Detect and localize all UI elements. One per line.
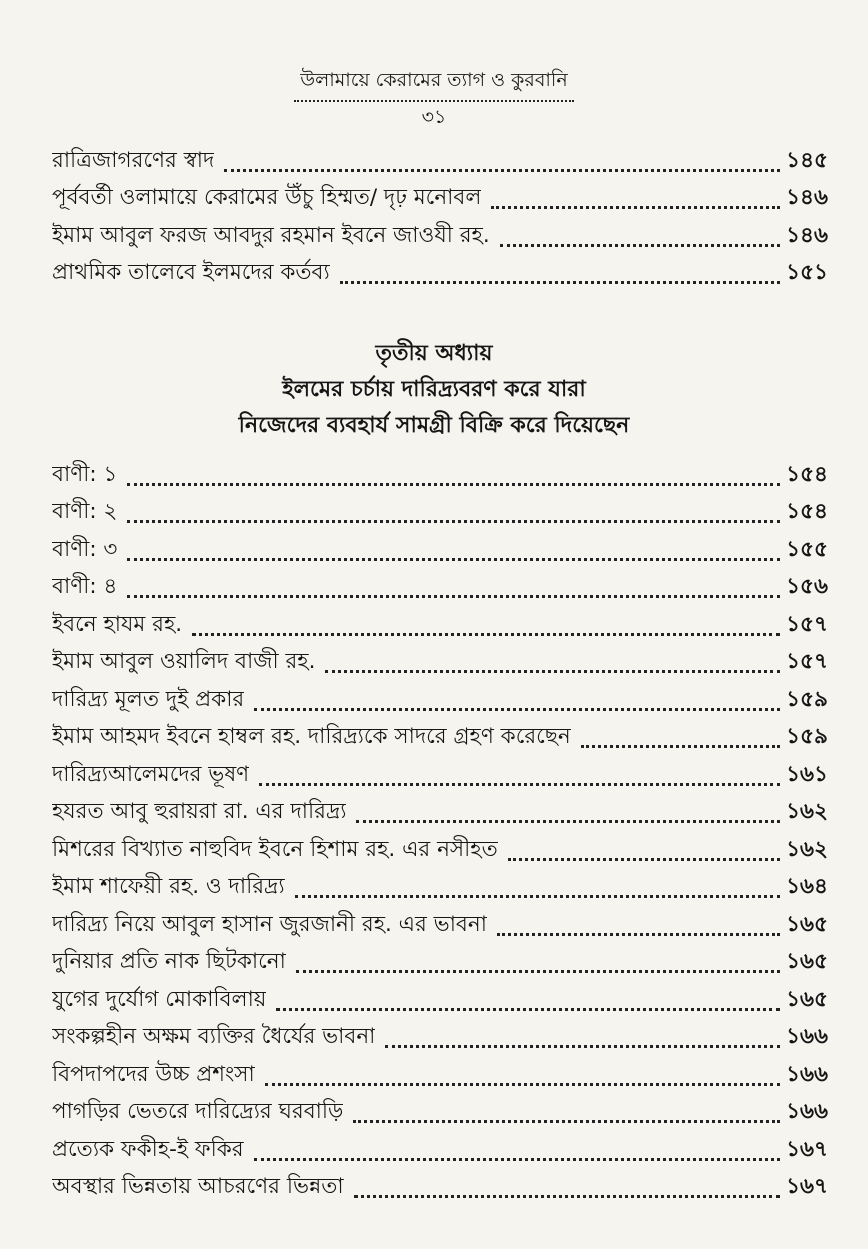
toc-entry-title: বিপদাপদের উচ্চ প্রশংসা bbox=[52, 1061, 255, 1087]
chapter-label: তৃতীয় অধ্যায় bbox=[375, 341, 493, 366]
toc-entry-page: ১৬৬ bbox=[786, 1024, 828, 1049]
toc-entry bbox=[52, 255, 828, 293]
toc-entry-title: যুগের দুর্যোগ মোকাবিলায় bbox=[52, 986, 267, 1012]
dot-leader bbox=[508, 858, 780, 861]
toc-entry-page: ১৬৫ bbox=[786, 986, 828, 1012]
toc-entry bbox=[52, 719, 828, 757]
toc-entry bbox=[52, 456, 828, 494]
toc-entry-title: দুনিয়ার প্রতি নাক ছিটকানো bbox=[52, 949, 286, 974]
dot-leader bbox=[491, 206, 780, 209]
toc-entry bbox=[52, 1019, 828, 1057]
toc-entry bbox=[52, 531, 828, 569]
toc-entry-title: ইমাম আবুল ফরজ আবদুর রহমান ইবনে জাওযী রহ. bbox=[52, 222, 490, 248]
dot-leader bbox=[354, 1195, 780, 1198]
dot-leader bbox=[581, 745, 780, 748]
toc-entry-page: ১৬৫ bbox=[786, 949, 828, 974]
toc-entry-page: ১৬৬ bbox=[786, 1061, 828, 1087]
toc-entry-title: ইবনে হাযম রহ. bbox=[52, 611, 183, 637]
toc-entry-title: বাণী: ২ bbox=[52, 499, 118, 524]
toc-entry-title: বাণী: ৩ bbox=[52, 536, 118, 562]
toc-entry-page: ১৪৫ bbox=[786, 147, 828, 173]
page-number: ৩১ bbox=[421, 106, 447, 128]
toc-entry bbox=[52, 869, 828, 907]
toc-entry bbox=[52, 944, 828, 982]
toc-entry-title: হযরত আবু হুরায়রা রা. এর দারিদ্র্য bbox=[52, 799, 347, 824]
toc-entry-title: রাত্রিজাগরণের স্বাদ bbox=[52, 147, 215, 173]
toc-entry bbox=[52, 644, 828, 682]
toc-entry-page: ১৬৭ bbox=[786, 1174, 828, 1199]
toc-entry bbox=[52, 794, 828, 832]
toc-entry-page: ১৫৬ bbox=[786, 574, 828, 599]
toc-entry bbox=[52, 494, 828, 532]
running-header bbox=[0, 66, 868, 102]
toc-entry bbox=[52, 1056, 828, 1094]
dot-leader bbox=[224, 169, 780, 172]
dot-leader bbox=[325, 670, 780, 673]
dot-leader bbox=[127, 483, 780, 486]
toc-entry-title: প্রত্যেক ফকীহ-ই ফকির bbox=[52, 1136, 244, 1162]
toc-entry-title: বাণী: ৪ bbox=[52, 574, 118, 599]
chapter-heading bbox=[0, 336, 868, 444]
toc-entry-page: ১৫৯ bbox=[786, 724, 828, 749]
toc-entry-page: ১৫৭ bbox=[786, 649, 828, 674]
dot-leader bbox=[276, 1008, 780, 1011]
running-title: উলামায়ে কেরামের ত্যাগ ও কুরবানি bbox=[294, 66, 573, 102]
toc-entry bbox=[52, 1169, 828, 1207]
toc-entry-title: পূর্ববর্তী ওলামায়ে কেরামের উঁচু হিম্মত/ দৃঢ় মনোবল bbox=[52, 185, 482, 210]
toc-entry bbox=[52, 569, 828, 607]
toc-entry-page: ১৪৬ bbox=[786, 185, 828, 210]
toc-entry-page: ১৪৬ bbox=[786, 222, 828, 248]
toc-section-chapter bbox=[52, 456, 828, 1206]
toc-entry-title: সংকল্পহীন অক্ষম ব্যক্তির ধৈর্যের ভাবনা bbox=[52, 1024, 376, 1049]
toc-entry-title: প্রাথমিক তালেবে ইলমদের কর্তব্য bbox=[52, 260, 330, 285]
toc-entry bbox=[52, 217, 828, 255]
toc-entry-page: ১৬৫ bbox=[786, 911, 828, 937]
chapter-title-line-2: নিজেদের ব্যবহার্য সামগ্রী বিক্রি করে দিয়েছেন bbox=[238, 413, 630, 438]
dot-leader bbox=[127, 520, 780, 523]
toc-entry bbox=[52, 1094, 828, 1132]
dot-leader bbox=[296, 970, 780, 973]
toc-entry-title: বাণী: ১ bbox=[52, 461, 118, 487]
chapter-title-line-1: ইলমের চর্চায় দারিদ্র্যবরণ করে যারা bbox=[282, 377, 586, 402]
toc-entry-page: ১৬২ bbox=[786, 799, 828, 824]
dot-leader bbox=[497, 933, 780, 936]
toc-entry-title: দারিদ্র্যআলেমদের ভূষণ bbox=[52, 761, 250, 787]
toc-entry-page: ১৫১ bbox=[786, 260, 828, 285]
dot-leader bbox=[340, 281, 780, 284]
toc-entry-title: ইমাম শাফেয়ী রহ. ও দারিদ্র্য bbox=[52, 874, 285, 899]
toc-entry-title: মিশরের বিখ্যাত নাহুবিদ ইবনে হিশাম রহ. এর নসীহত bbox=[52, 836, 498, 862]
toc-entry-page: ১৬১ bbox=[786, 761, 828, 787]
toc-entry-title: দারিদ্র্য নিয়ে আবুল হাসান জুরজানী রহ. এর ভাবনা bbox=[52, 911, 487, 937]
dot-leader bbox=[500, 244, 780, 247]
toc-entry bbox=[52, 981, 828, 1019]
toc-entry bbox=[52, 906, 828, 944]
toc-entry-page: ১৬৭ bbox=[786, 1136, 828, 1162]
toc-entry bbox=[52, 1131, 828, 1169]
dot-leader bbox=[295, 895, 781, 898]
toc-entry-page: ১৫৯ bbox=[786, 686, 828, 712]
toc-entry-page: ১৬৪ bbox=[786, 874, 828, 899]
dot-leader bbox=[254, 708, 780, 711]
toc-entry-page: ১৫৪ bbox=[786, 461, 828, 487]
toc-entry bbox=[52, 142, 828, 180]
toc-entry-page: ১৫৪ bbox=[786, 499, 828, 524]
toc-section-top bbox=[52, 142, 828, 292]
dot-leader bbox=[265, 1083, 780, 1086]
toc-entry-title: দারিদ্র্য মূলত দুই প্রকার bbox=[52, 686, 245, 712]
toc-entry bbox=[52, 756, 828, 794]
toc-entry-page: ১৬২ bbox=[786, 836, 828, 862]
toc-entry bbox=[52, 606, 828, 644]
toc-entry-title: পাগড়ির ভেতরে দারিদ্র্যের ঘরবাড়ি bbox=[52, 1099, 344, 1124]
toc-entry bbox=[52, 180, 828, 218]
toc-entry-title: অবস্থার ভিন্নতায় আচরণের ভিন্নতা bbox=[52, 1174, 344, 1199]
toc-entry-title: ইমাম আহমদ ইবনে হাম্বল রহ. দারিদ্র্যকে সাদরে গ্রহণ করেছেন bbox=[52, 724, 571, 749]
toc-entry-title: ইমাম আবুল ওয়ালিদ বাজী রহ. bbox=[52, 649, 316, 674]
dot-leader bbox=[259, 783, 780, 786]
toc-entry-page: ১৫৫ bbox=[786, 536, 828, 562]
dot-leader bbox=[254, 1158, 780, 1161]
toc-entry bbox=[52, 831, 828, 869]
toc-entry-page: ১৬৬ bbox=[786, 1099, 828, 1124]
dot-leader bbox=[356, 820, 780, 823]
dot-leader bbox=[127, 558, 780, 561]
dot-leader bbox=[127, 595, 780, 598]
dot-leader bbox=[192, 633, 780, 636]
dot-leader bbox=[385, 1045, 780, 1048]
dot-leader bbox=[353, 1120, 780, 1123]
toc-entry bbox=[52, 681, 828, 719]
toc-entry-page: ১৫৭ bbox=[786, 611, 828, 637]
